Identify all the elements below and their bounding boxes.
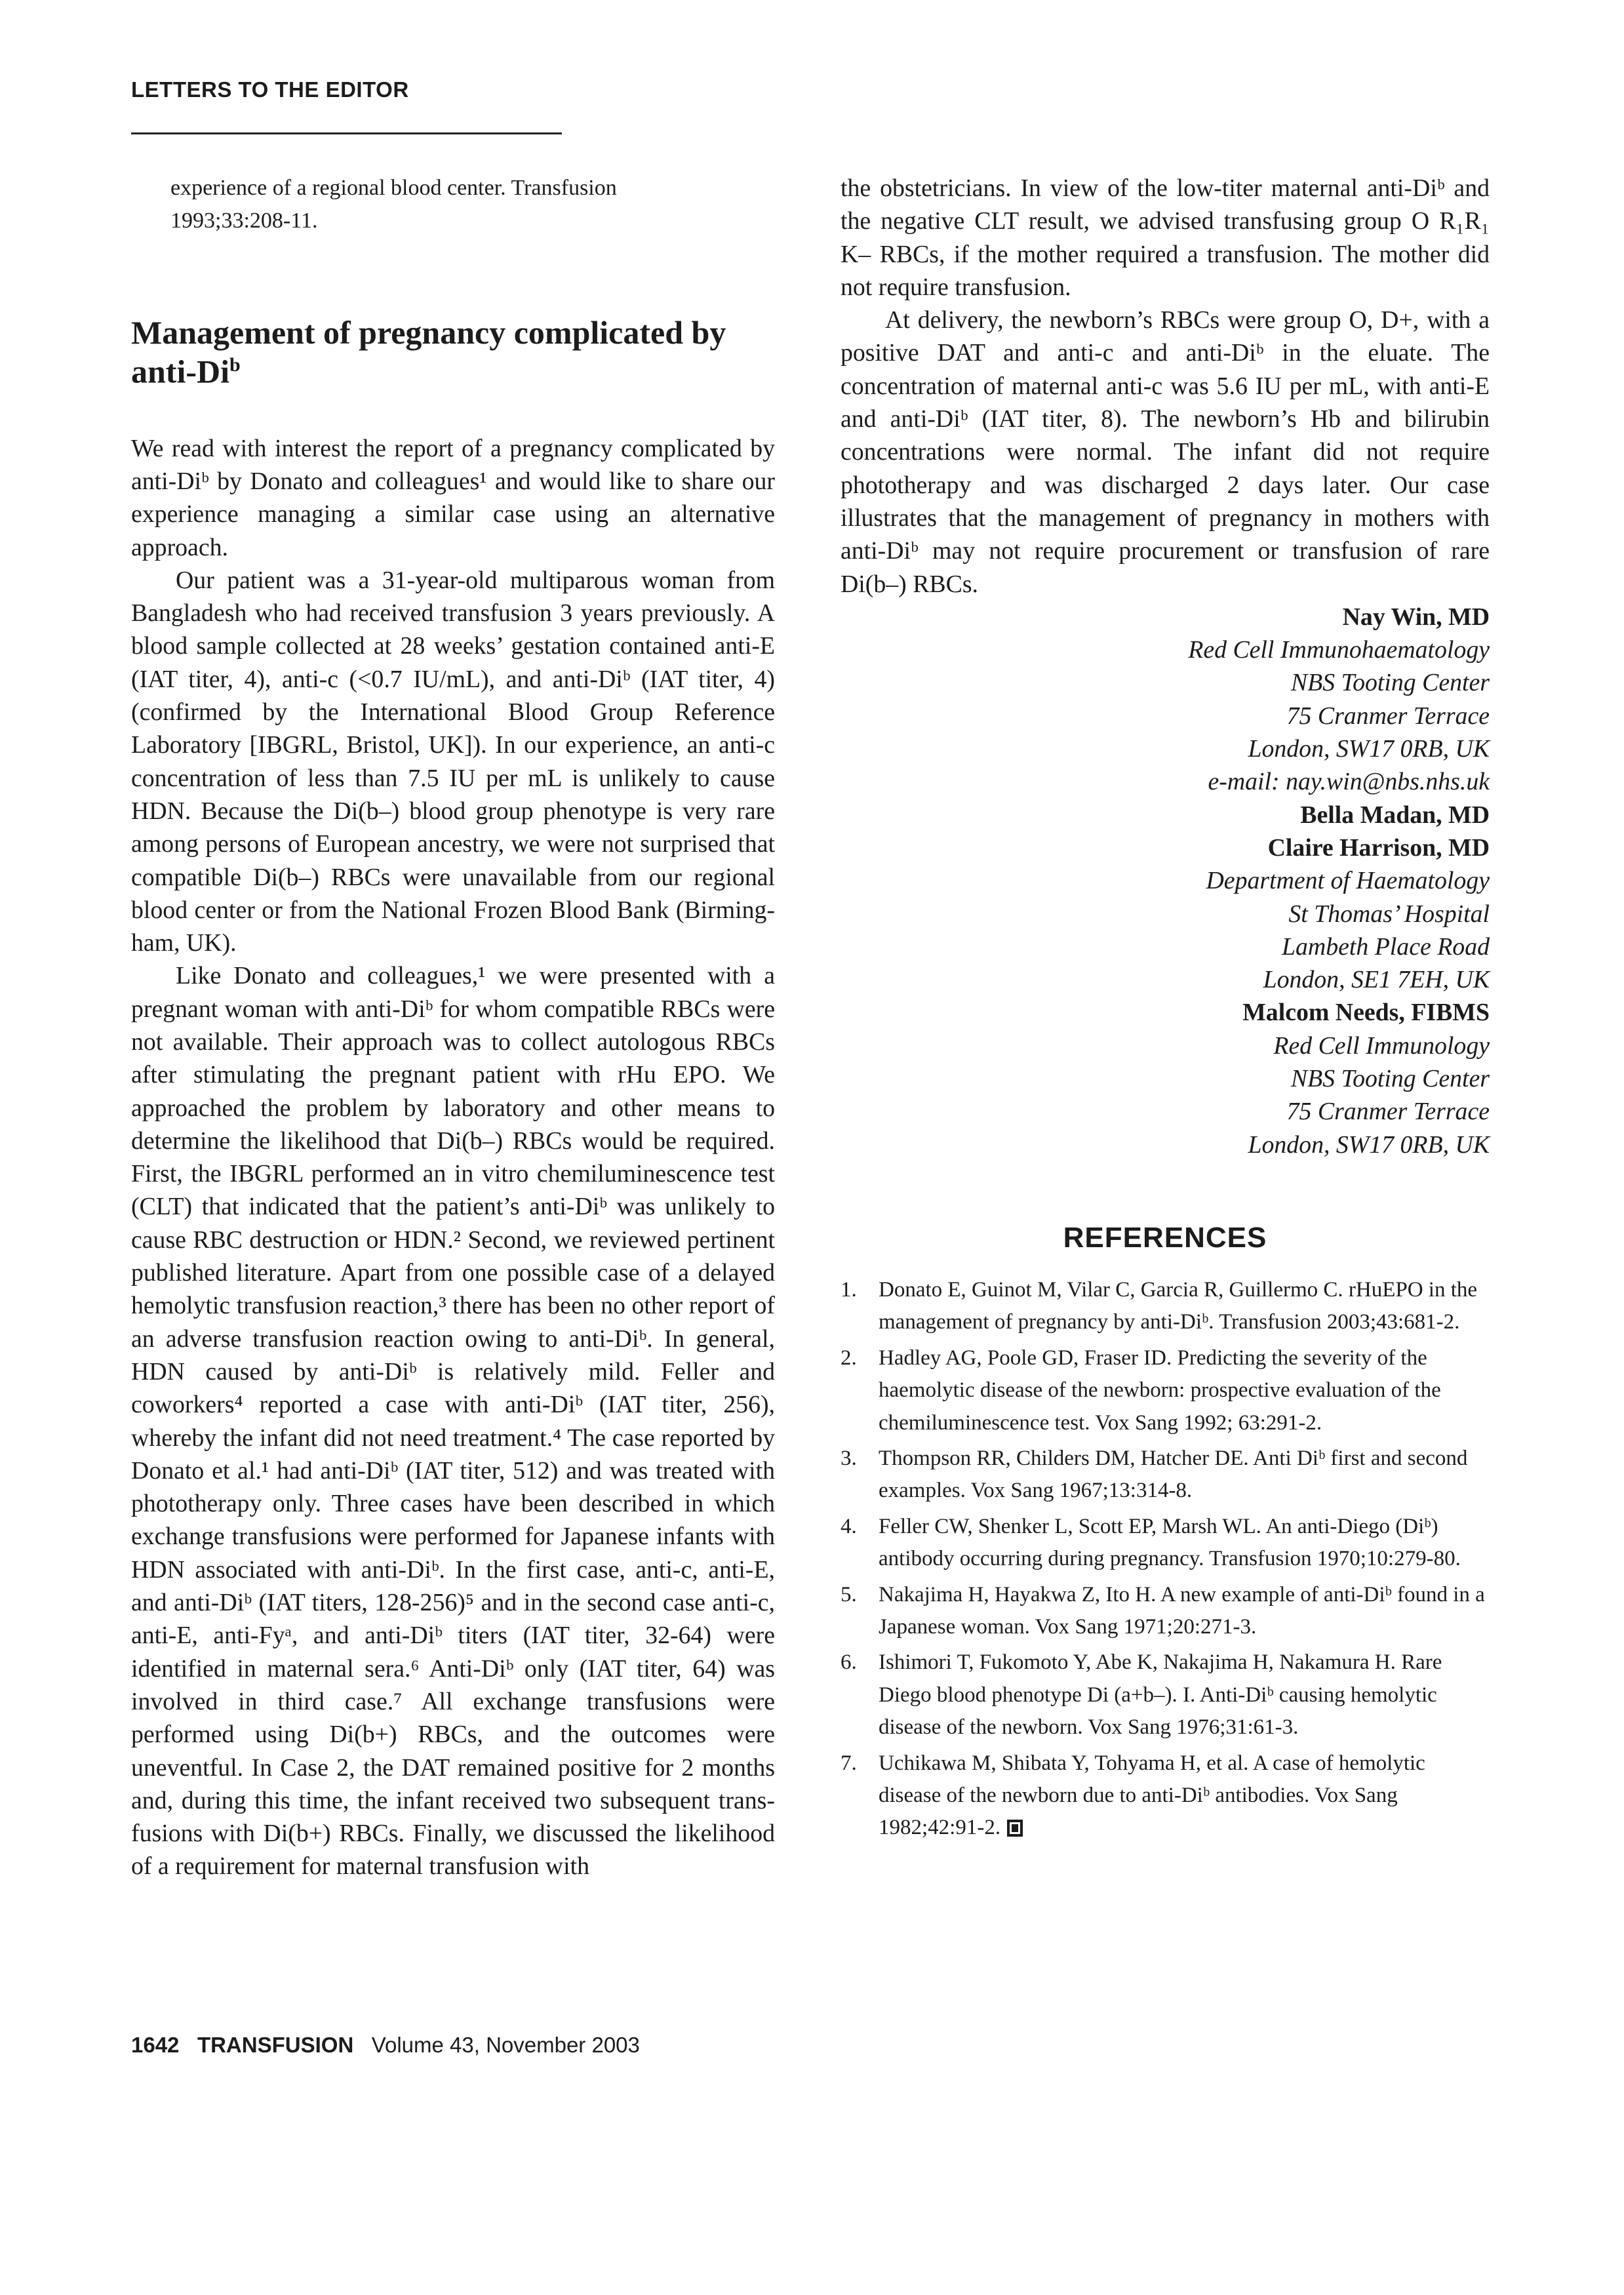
running-head: LETTERS TO THE EDITOR — [131, 77, 409, 102]
author-affiliation-line: St Thomas’ Hospital — [1288, 900, 1490, 928]
author-name: Claire Harrison, MD — [1267, 833, 1490, 862]
previous-reference-line: 1993;33:208-11. — [170, 209, 318, 233]
previous-reference-line: experience of a regional blood center. Transfusion — [170, 176, 617, 200]
author-affiliation-line: 75 Cranmer Terrace — [1286, 702, 1490, 730]
reference-number: 4. — [841, 1514, 857, 1538]
references-list — [841, 1274, 1490, 1845]
left-column — [131, 172, 775, 1883]
author-email: e-mail: nay.win@nbs.nhs.uk — [1208, 768, 1490, 796]
signature-block — [841, 601, 1490, 1161]
reference-item — [841, 1274, 1490, 1339]
body-paragraph: We read with interest the report of a pregnancy complicated by anti-Diᵇ by Donato and colleagues¹ and would like to share our experience managing a similar case using an alternative approach. — [131, 434, 775, 561]
page-footer — [131, 2033, 640, 2058]
reference-number: 2. — [841, 1346, 857, 1370]
author-affiliation-line: Red Cell Immunology — [1273, 1031, 1490, 1060]
reference-number: 7. — [841, 1751, 857, 1775]
body-paragraph: Our patient was a 31-year-old multiparous woman from Bangladesh who had received transfusion 3 years previously. A blood sample collected at 28 weeks’ gestation contained anti-E (IAT titer, 4), anti-c (<0.7 IU/mL), and anti-Diᵇ (IAT titer, 4) (confirmed by the International Blood Group Reference Laboratory [IBGRL, Bristol, UK]). In our experience, an anti-c concentration of less than 7.5 IU per mL is unlikely to cause HDN. Because the Di(b–) blood group phenotype is very rare among persons of European ancestry, we were not surprised that compatible Di(b–) RBCs were unavailable from our regional blood center or from the National Frozen Blood Bank (Birmingham, UK). — [131, 566, 775, 957]
end-of-article-icon — [1007, 1820, 1023, 1837]
reference-item — [841, 1443, 1490, 1507]
reference-item — [841, 1511, 1490, 1576]
reference-number: 6. — [841, 1650, 857, 1675]
reference-text: Nakajima H, Hayakwa Z, Ito H. A new example of anti-Diᵇ found in a Japanese woman. Vox Sang 1971;20:271-3. — [879, 1582, 1485, 1639]
reference-text: Ishimori T, Fukomoto Y, Abe K, Nakajima H, Nakamura H. Rare Diego blood phenotype Di (a+b–). I. Anti-Diᵇ causing hemolytic disease of the newborn. Vox Sang 1976;31:61-3. — [879, 1650, 1442, 1740]
body-paragraph: the obstetricians. In view of the low-titer maternal anti-Diᵇ and the negative CLT result, we advised transfusing group O R₁R₁ K– RBCs, if the mother required a transfusion. The mother did not require transfusion. — [841, 174, 1490, 301]
page-number: 1642 — [131, 2033, 180, 2057]
reference-number: 3. — [841, 1446, 857, 1470]
issue-info: Volume 43, November 2003 — [371, 2033, 640, 2057]
article-title-text: Management of pregnancy complicated by anti-Di — [131, 314, 726, 390]
reference-item — [841, 1342, 1490, 1439]
references-heading: REFERENCES — [1063, 1221, 1267, 1254]
author-affiliation-line: 75 Cranmer Terrace — [1286, 1098, 1490, 1126]
reference-text: Uchikawa M, Shibata Y, Tohyama H, et al. A case of hemolytic disease of the newborn due to anti-Diᵇ antibodies. Vox Sang 1982;42:91-2. — [879, 1751, 1425, 1840]
body-paragraph: At delivery, the newborn’s RBCs were group O, D+, with a positive DAT and anti-c and anti-Diᵇ in the eluate. The concentration of maternal anti-c was 5.6 IU per mL, with anti-E and anti-Diᵇ (IAT titer, 8). The newborn’s Hb and bilirubin concentrations were normal. The infant did not require phototherapy and was discharged 2 days later. Our case illustrates that the management of pregnancy in mothers with anti-Diᵇ may not require procurement or transfusion of rare Di(b–) RBCs. — [841, 306, 1490, 598]
author-affiliation-line: NBS Tooting Center — [1290, 669, 1490, 697]
reference-number: 5. — [841, 1582, 857, 1606]
right-column — [841, 172, 1490, 1848]
article-title — [131, 316, 775, 388]
author-affiliation-line: Lambeth Place Road — [1281, 932, 1490, 961]
body-paragraph: Like Donato and colleagues,¹ we were presented with a pregnant woman with anti-Diᵇ for whom compatible RBCs were not available. Their approach was to collect autologous RBCs after stimulating the pregnant patient with rHu EPO. We approached the problem by laboratory and other means to determine the likelihood that Di(b–) RBCs would be required. First, the IBGRL performed an in vitro chemiluminescence test (CLT) that indicated that the patient’s anti-Diᵇ was unlikely to cause RBC destruction or HDN.² Second, we reviewed pertinent published literature. Apart from one possible case of a delayed hemolytic transfusion reaction,³ there has been no other report of an adverse transfusion reaction owing to anti-Diᵇ. In general, HDN caused by anti-Diᵇ is relatively mild. Feller and coworkers⁴ reported a case with anti-Diᵇ (IAT titer, 256), whereby the infant did not need treatment.⁴ The case reported by Donato et al.¹ had anti-Diᵇ (IAT titer, 512) and was treated with phototherapy only. Three cases have been described in which exchange transfusions were performed for Japanese infants with HDN associated with anti-Diᵇ. In the first case, anti-c, anti-E, and anti-Diᵇ (IAT titers, 128-256)⁵ and in the second case anti-c, anti-E, anti-Fyᵃ, and anti-Diᵇ titers (IAT titer, 32-64) were identified in maternal sera.⁶ Anti-Diᵇ only (IAT titer, 64) was involved in third case.⁷ All exchange transfusions were performed using Di(b+) RBCs, and the outcomes were uneventful. In Case 2, the DAT remained positive for 2 months and, during this time, the infant received two subsequent transfusions with Di(b+) RBCs. Finally, we discussed the likelihood of a requirement for maternal transfusion with — [131, 962, 775, 1881]
reference-item — [841, 1579, 1490, 1644]
right-body-text — [841, 172, 1490, 601]
reference-item — [841, 1646, 1490, 1744]
left-body-text — [131, 432, 775, 1883]
reference-text: Hadley AG, Poole GD, Fraser ID. Predicting the severity of the haemolytic disease of the newborn: prospective evaluation of the chemiluminescence test. Vox Sang 1992; 63:291-2. — [879, 1346, 1441, 1435]
reference-item — [841, 1747, 1490, 1845]
author-name: Nay Win, MD — [1342, 603, 1490, 631]
author-affiliation-line: London, SE1 7EH, UK — [1263, 966, 1490, 994]
author-affiliation-line: NBS Tooting Center — [1290, 1065, 1490, 1093]
author-name: Malcom Needs, FIBMS — [1242, 999, 1490, 1027]
reference-text: Donato E, Guinot M, Vilar C, Garcia R, Guillermo C. rHuEPO in the management of pregnancy by anti-Diᵇ. Transfusion 2003;43:681-2. — [879, 1277, 1478, 1334]
previous-reference-continuation — [170, 172, 775, 237]
author-affiliation-line: Red Cell Immunohaematology — [1188, 636, 1490, 664]
author-name: Bella Madan, MD — [1300, 801, 1490, 829]
journal-name: TRANSFUSION — [197, 2033, 354, 2057]
article-title-superscript: b — [229, 354, 241, 376]
reference-text: Thompson RR, Childers DM, Hatcher DE. Anti Diᵇ first and second examples. Vox Sang 1967;13:314-8. — [879, 1446, 1468, 1503]
reference-number: 1. — [841, 1277, 857, 1302]
header-rule — [131, 132, 562, 134]
reference-text: Feller CW, Shenker L, Scott EP, Marsh WL. An anti-Diego (Diᵇ) antibody occurring during pregnancy. Transfusion 1970;10:279-80. — [879, 1514, 1461, 1571]
author-affiliation-line: Department of Haematology — [1206, 867, 1490, 895]
author-affiliation-line: London, SW17 0RB, UK — [1248, 1130, 1490, 1159]
author-affiliation-line: London, SW17 0RB, UK — [1248, 735, 1490, 763]
